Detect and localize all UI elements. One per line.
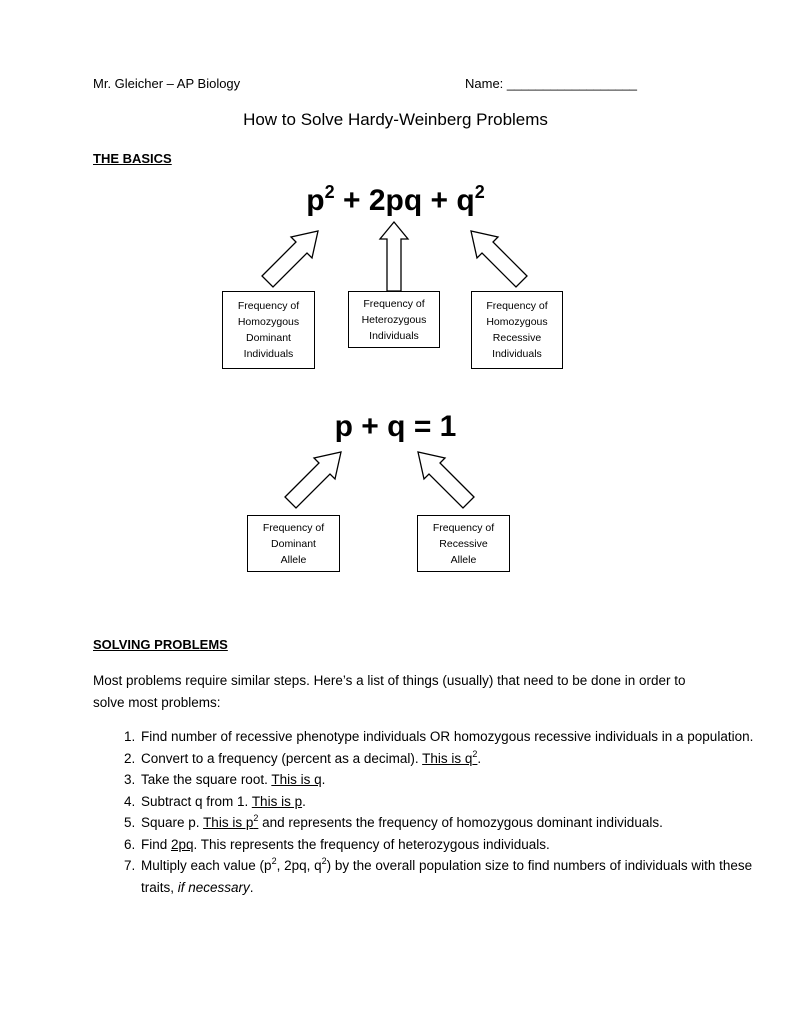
name-field-label: Name: __________________ <box>465 76 638 91</box>
arrow-up-right-icon <box>262 231 318 287</box>
arrow-up-left-icon <box>471 231 527 287</box>
hardy-weinberg-equation: $p^2 + 2pq + q^2$ <box>306 182 485 217</box>
box-recessive-allele: Frequency of Recessive Allele <box>417 515 510 572</box>
page-title: How to Solve Hardy-Weinberg Problems <box>243 110 548 129</box>
box-homozygous-dominant: Frequency of Homozygous Dominant Individuals <box>222 291 315 369</box>
step-item: 5. Square p. This is $p^2$ and represents the frequency of homozygous dominant individuals. <box>139 812 759 834</box>
basics-heading: THE BASICS <box>93 151 172 166</box>
steps-list <box>93 726 759 898</box>
box-dominant-allele: Frequency of Dominant Allele <box>247 515 340 572</box>
box-heterozygous: Frequency of Heterozygous Individuals <box>348 291 440 348</box>
intro-paragraph: Most problems require similar steps. Here’s a list of things (usually) that need to be done in order to solve most problems: <box>93 673 686 710</box>
step-item: 2. Convert to a frequency (percent as a decimal). This is $q^2$. <box>139 748 759 770</box>
arrow-up-right-icon <box>285 452 341 508</box>
solving-heading: SOLVING PROBLEMS <box>93 637 228 652</box>
step-item: 4. Subtract q from 1. This is p. <box>139 791 759 813</box>
box-homozygous-recessive: Frequency of Homozygous Recessive Individuals <box>471 291 563 369</box>
course-header: Mr. Gleicher – AP Biology <box>93 76 241 91</box>
allele-equation: p + q = 1 <box>334 410 457 443</box>
step-item: 1. Find number of recessive phenotype individuals OR homozygous recessive individuals in a population. <box>139 726 759 748</box>
step-item: 3. Take the square root. This is q. <box>139 769 759 791</box>
step-item: 6. Find 2pq. This represents the frequency of heterozygous individuals. <box>139 834 759 856</box>
arrow-up-icon <box>380 222 408 291</box>
step-item: 7. Multiply each value ($p^2$, 2pq, $q^2$) by the overall population size to find numbers of individuals with these traits, if necessary. <box>139 855 759 898</box>
arrow-up-left-icon <box>418 452 474 508</box>
